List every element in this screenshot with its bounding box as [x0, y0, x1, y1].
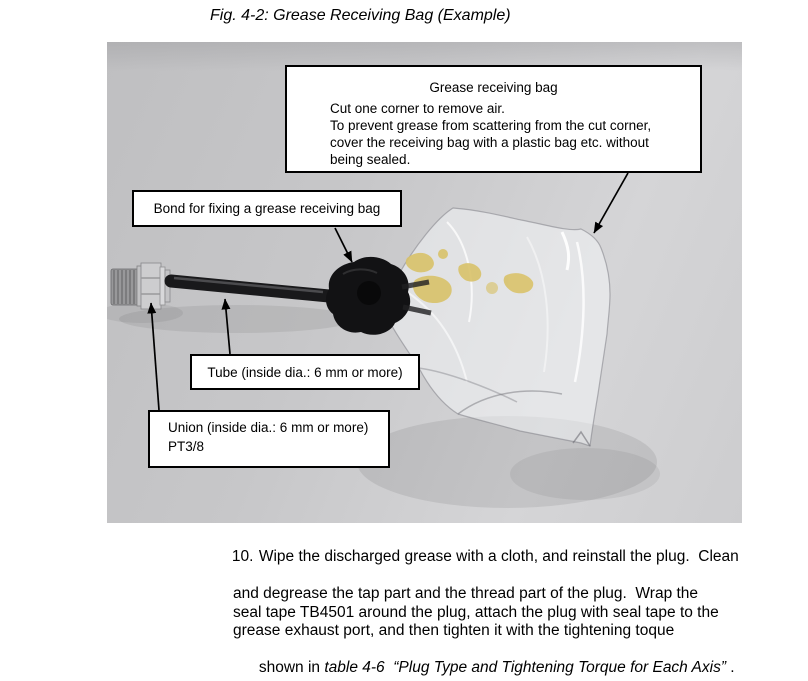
step-number: 10. — [231, 548, 254, 566]
arrow-to-bond — [335, 228, 352, 262]
instruction-step-10 — [206, 530, 739, 681]
grease-bag — [384, 208, 610, 446]
instruction-line — [206, 530, 739, 585]
instruction-text: shown in — [258, 658, 325, 676]
callout-bond-label: Bond for fixing a grease receiving bag — [153, 201, 381, 216]
callout-grease-receiving-bag — [285, 65, 702, 173]
callout-bag-title: Grease receiving bag — [429, 80, 558, 95]
callout-bag-line: To prevent grease from scattering from the cut corner, — [330, 118, 652, 133]
instruction-line: and degrease the tap part and the thread part of the plug. Wrap the — [233, 585, 699, 603]
instruction-line: seal tape TB4501 around the plug, attach the plug with seal tape to the — [233, 603, 719, 621]
figure-title: Fig. 4-2: Grease Receiving Bag (Example) — [210, 7, 511, 24]
instruction-text: Wipe the discharged grease with a cloth, and reinstall the plug. Clean — [258, 548, 739, 566]
table-reference: table 4-6 “Plug Type and Tightening Torque for Each Axis” — [324, 658, 726, 676]
arrow-to-bag — [594, 173, 628, 233]
instruction-text: . — [725, 658, 735, 676]
callout-union — [148, 410, 390, 468]
instruction-line: grease exhaust port, and then tighten it with the tightening toque — [233, 622, 675, 640]
instruction-line — [233, 640, 739, 681]
union-fitting — [111, 263, 170, 309]
callout-bag-body — [287, 96, 700, 168]
callout-bag-line: Cut one corner to remove air. — [330, 101, 505, 116]
callout-union-line2: PT3/8 — [168, 438, 205, 454]
callout-union-line1: Union (inside dia.: 6 mm or more) — [168, 420, 369, 435]
tube — [171, 278, 329, 296]
callout-bond — [132, 190, 402, 227]
callout-bag-line: being sealed. — [330, 152, 411, 167]
callout-tube-label: Tube (inside dia.: 6 mm or more) — [207, 364, 403, 380]
callout-tube — [190, 354, 420, 390]
callout-bag-line: cover the receiving bag with a plastic bag etc. without — [330, 135, 649, 150]
figure-photo — [107, 42, 742, 523]
